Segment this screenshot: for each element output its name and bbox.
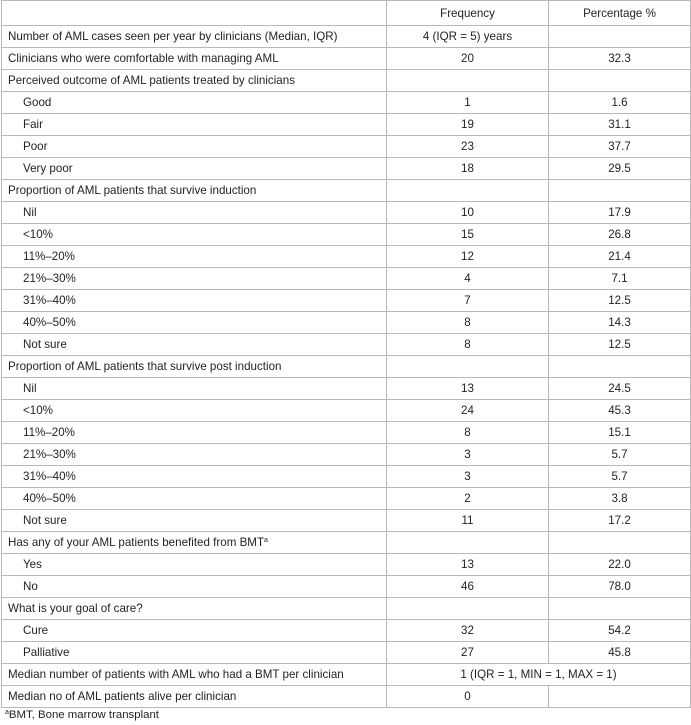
row-label	[2, 356, 387, 378]
table-row-option	[2, 400, 691, 422]
row-label	[2, 180, 387, 202]
frequency-cell	[387, 598, 549, 620]
percentage-cell: 32.3	[549, 48, 691, 70]
frequency-cell: 32	[387, 620, 549, 642]
row-label-text: Nil	[23, 206, 37, 219]
table-row-option	[2, 268, 691, 290]
percentage-cell: 26.8	[549, 224, 691, 246]
percentage-cell	[549, 686, 691, 708]
frequency-cell: 23	[387, 136, 549, 158]
table-row-option	[2, 224, 691, 246]
percentage-cell	[549, 356, 691, 378]
row-label	[2, 26, 387, 48]
header-row	[2, 1, 691, 26]
percentage-cell	[549, 26, 691, 48]
row-label-text: What is your goal of care?	[8, 602, 143, 615]
row-label-text: Clinicians who were comfortable with managing AML	[8, 52, 279, 65]
row-label-text: 31%–40%	[23, 470, 76, 483]
percentage-cell: 1.6	[549, 92, 691, 114]
row-label-text: No	[23, 580, 38, 593]
table-row-option	[2, 488, 691, 510]
row-label-text: Cure	[23, 624, 49, 637]
percentage-cell: 31.1	[549, 114, 691, 136]
frequency-cell: 13	[387, 554, 549, 576]
table-row-question	[2, 356, 691, 378]
row-label-text: Proportion of AML patients that survive post induction	[8, 360, 282, 373]
row-label-text: Not sure	[23, 338, 67, 351]
percentage-cell: 29.5	[549, 158, 691, 180]
table-header	[2, 1, 691, 26]
table-row-option	[2, 114, 691, 136]
row-label-text: Very poor	[23, 162, 73, 175]
percentage-cell: 22.0	[549, 554, 691, 576]
table-row-option	[2, 290, 691, 312]
percentage-cell	[549, 532, 691, 554]
table-row-option	[2, 642, 691, 664]
row-label-text: Good	[23, 96, 52, 109]
row-label-text: Not sure	[23, 514, 67, 527]
table-row-option	[2, 444, 691, 466]
percentage-cell: 45.8	[549, 642, 691, 664]
table-row-option	[2, 334, 691, 356]
row-label	[2, 664, 387, 686]
row-label-text: 11%–20%	[23, 250, 75, 263]
table-row-question	[2, 664, 691, 686]
table-row-option	[2, 158, 691, 180]
row-label	[2, 70, 387, 92]
row-label-text: 21%–30%	[23, 272, 76, 285]
percentage-cell: 21.4	[549, 246, 691, 268]
percentage-cell: 54.2	[549, 620, 691, 642]
row-label	[2, 202, 387, 224]
row-label-text: Median no of AML patients alive per clinician	[8, 690, 237, 703]
footnote-mark: a	[5, 709, 9, 716]
row-label-text: 31%–40%	[23, 294, 76, 307]
row-label	[2, 246, 387, 268]
frequency-cell: 24	[387, 400, 549, 422]
frequency-cell: 3	[387, 444, 549, 466]
frequency-cell: 18	[387, 158, 549, 180]
table-row-question	[2, 26, 691, 48]
row-label-text: Median number of patients with AML who had a BMT per clinician	[8, 668, 344, 681]
row-label	[2, 620, 387, 642]
survey-results-table	[1, 0, 691, 708]
table-row-question	[2, 532, 691, 554]
table-row-option	[2, 510, 691, 532]
row-label	[2, 554, 387, 576]
frequency-cell: 27	[387, 642, 549, 664]
table-row-option	[2, 620, 691, 642]
frequency-cell: 0	[387, 686, 549, 708]
row-label	[2, 312, 387, 334]
frequency-cell: 20	[387, 48, 549, 70]
header-label-column	[2, 1, 387, 26]
row-label-text: Poor	[23, 140, 48, 153]
row-label-text: Number of AML cases seen per year by clinicians (Median, IQR)	[8, 30, 338, 43]
row-label-text: <10%	[23, 404, 53, 417]
row-label	[2, 136, 387, 158]
row-label-text: Perceived outcome of AML patients treated by clinicians	[8, 74, 295, 87]
row-label	[2, 598, 387, 620]
row-label-text: Proportion of AML patients that survive induction	[8, 184, 257, 197]
table-row-option	[2, 312, 691, 334]
frequency-cell: 2	[387, 488, 549, 510]
row-label	[2, 510, 387, 532]
table-row-option	[2, 554, 691, 576]
row-label-text: 40%–50%	[23, 492, 76, 505]
frequency-cell: 46	[387, 576, 549, 598]
percentage-cell: 17.9	[549, 202, 691, 224]
percentage-cell: 37.7	[549, 136, 691, 158]
frequency-cell	[387, 70, 549, 92]
row-label	[2, 48, 387, 70]
percentage-cell: 17.2	[549, 510, 691, 532]
row-label	[2, 576, 387, 598]
row-label	[2, 444, 387, 466]
percentage-cell: 5.7	[549, 466, 691, 488]
percentage-cell: 24.5	[549, 378, 691, 400]
percentage-cell: 14.3	[549, 312, 691, 334]
row-label-text: 40%–50%	[23, 316, 76, 329]
table-row-question	[2, 598, 691, 620]
frequency-cell: 4	[387, 268, 549, 290]
table-row-question	[2, 180, 691, 202]
frequency-cell: 7	[387, 290, 549, 312]
row-label	[2, 378, 387, 400]
percentage-cell: 45.3	[549, 400, 691, 422]
header-frequency: Frequency	[387, 1, 549, 26]
row-label	[2, 334, 387, 356]
frequency-cell	[387, 532, 549, 554]
percentage-cell: 12.5	[549, 290, 691, 312]
row-label	[2, 92, 387, 114]
frequency-cell: 4 (IQR = 5) years	[387, 26, 549, 48]
row-label-text: 11%–20%	[23, 426, 75, 439]
table-row-option	[2, 202, 691, 224]
header-percentage: Percentage %	[549, 1, 691, 26]
table-row-option	[2, 92, 691, 114]
frequency-cell: 11	[387, 510, 549, 532]
table-row-option	[2, 378, 691, 400]
frequency-cell: 8	[387, 312, 549, 334]
row-label	[2, 224, 387, 246]
row-label	[2, 400, 387, 422]
footnote-reference-mark: a	[264, 537, 268, 544]
frequency-cell: 10	[387, 202, 549, 224]
table-footnote	[5, 709, 159, 721]
percentage-cell	[549, 598, 691, 620]
table-row-question	[2, 48, 691, 70]
frequency-cell: 8	[387, 422, 549, 444]
frequency-cell	[387, 356, 549, 378]
row-label-text: <10%	[23, 228, 53, 241]
table-row-option	[2, 576, 691, 598]
row-label	[2, 290, 387, 312]
percentage-cell: 5.7	[549, 444, 691, 466]
row-label-text: Nil	[23, 382, 37, 395]
percentage-cell: 12.5	[549, 334, 691, 356]
row-label-text: Has any of your AML patients benefited from BMT	[8, 536, 265, 549]
row-label	[2, 642, 387, 664]
frequency-cell: 13	[387, 378, 549, 400]
table-row-option	[2, 422, 691, 444]
frequency-cell: 1 (IQR = 1, MIN = 1, MAX = 1)	[387, 664, 691, 686]
row-label-text: 21%–30%	[23, 448, 76, 461]
percentage-cell	[549, 180, 691, 202]
table-row-question	[2, 686, 691, 708]
row-label-text: Fair	[23, 118, 43, 131]
footnote-text: BMT, Bone marrow transplant	[8, 709, 159, 721]
percentage-cell	[549, 70, 691, 92]
frequency-cell: 15	[387, 224, 549, 246]
row-label	[2, 488, 387, 510]
row-label	[2, 114, 387, 136]
frequency-cell: 12	[387, 246, 549, 268]
row-label	[2, 158, 387, 180]
table-row-option	[2, 136, 691, 158]
percentage-cell: 78.0	[549, 576, 691, 598]
table-body	[2, 26, 691, 708]
table-row-option	[2, 466, 691, 488]
row-label	[2, 686, 387, 708]
table-row-question	[2, 70, 691, 92]
row-label-text: Palliative	[23, 646, 70, 659]
row-label	[2, 532, 387, 554]
frequency-cell: 19	[387, 114, 549, 136]
row-label	[2, 422, 387, 444]
percentage-cell: 7.1	[549, 268, 691, 290]
row-label	[2, 268, 387, 290]
percentage-cell: 15.1	[549, 422, 691, 444]
table-row-option	[2, 246, 691, 268]
frequency-cell: 8	[387, 334, 549, 356]
frequency-cell: 1	[387, 92, 549, 114]
frequency-cell	[387, 180, 549, 202]
row-label	[2, 466, 387, 488]
row-label-text: Yes	[23, 558, 42, 571]
frequency-cell: 3	[387, 466, 549, 488]
percentage-cell: 3.8	[549, 488, 691, 510]
